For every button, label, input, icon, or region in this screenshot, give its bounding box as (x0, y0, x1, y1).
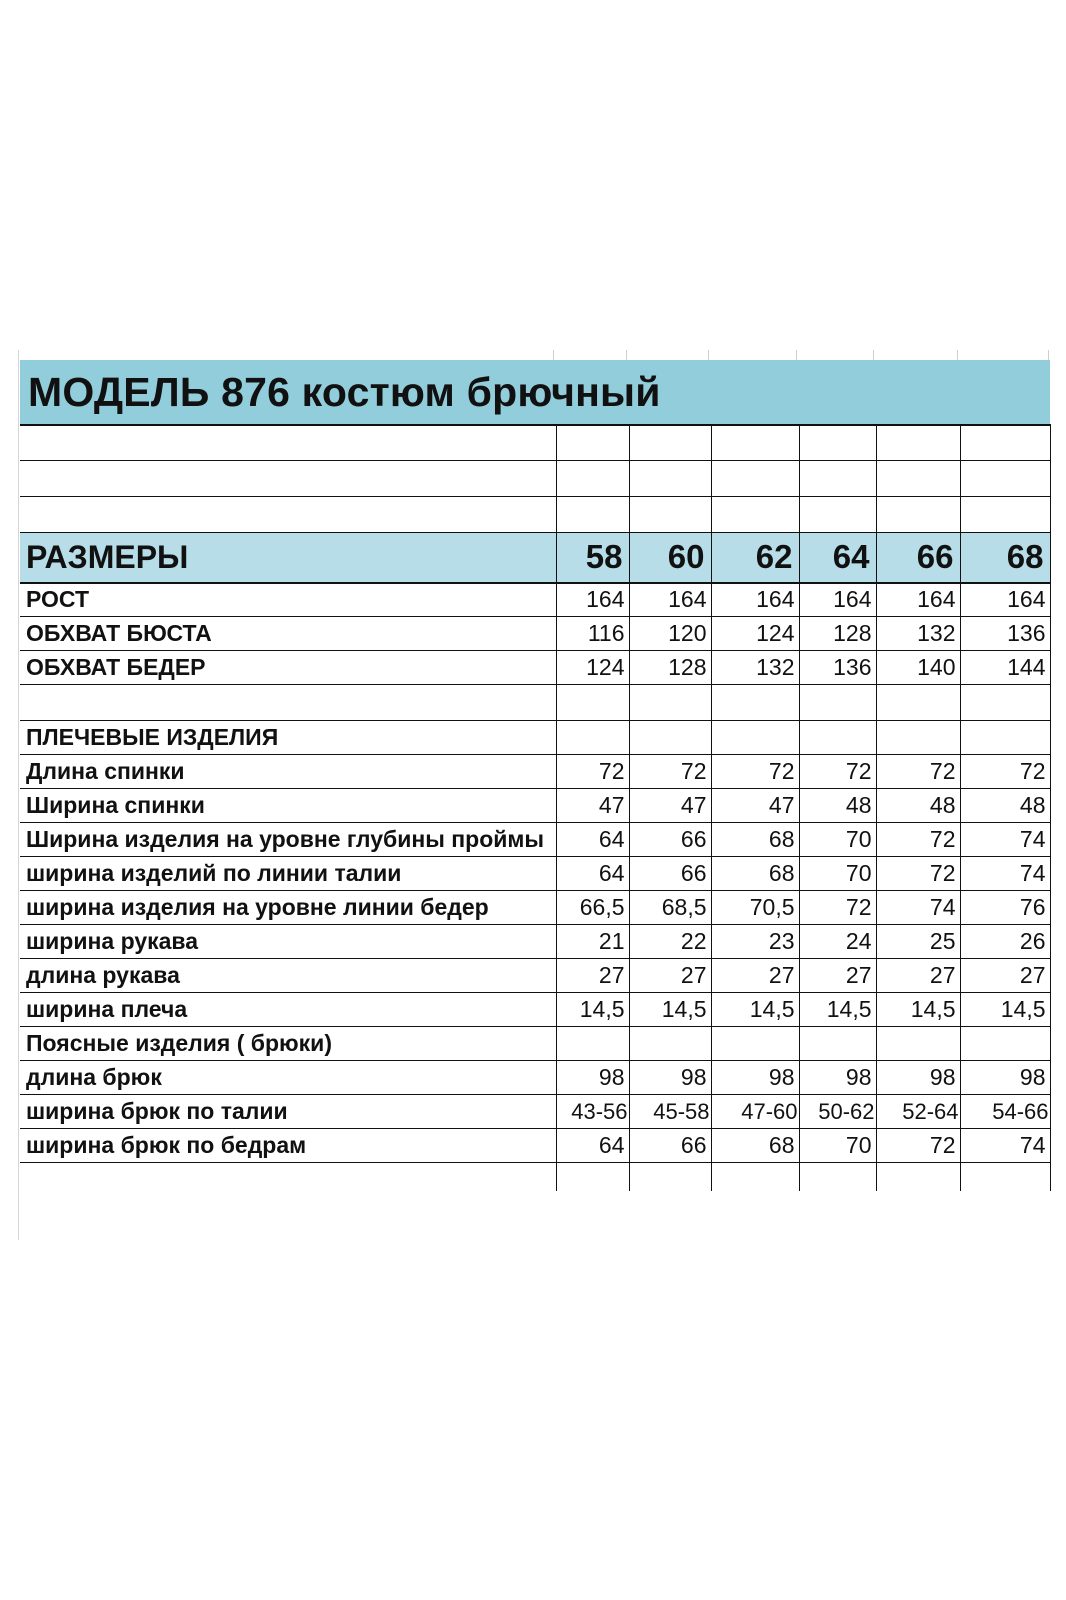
shoulder-item-row (20, 789, 1050, 823)
row-label-cell[interactable]: ширина изделия на уровне линии бедер (20, 891, 556, 925)
shoulder-item-row (20, 925, 1050, 959)
table-cell[interactable] (629, 685, 711, 721)
value-cell[interactable]: 136 (960, 617, 1050, 651)
value-cell[interactable]: 64 (556, 823, 629, 857)
value-cell[interactable]: 72 (629, 755, 711, 789)
table-cell[interactable] (876, 685, 960, 721)
value-cell[interactable]: 72 (876, 755, 960, 789)
value-cell[interactable]: 124 (711, 617, 799, 651)
shoulder-item-row (20, 891, 1050, 925)
value-cell[interactable]: 72 (876, 823, 960, 857)
value-cell[interactable]: 164 (876, 583, 960, 617)
value-cell[interactable]: 68 (711, 857, 799, 891)
table-cell[interactable] (960, 1027, 1050, 1061)
value-cell[interactable]: 164 (629, 583, 711, 617)
table-cell[interactable] (960, 685, 1050, 721)
value-cell[interactable]: 48 (960, 789, 1050, 823)
value-cell[interactable]: 164 (556, 583, 629, 617)
row-label-cell[interactable]: длина брюк (20, 1061, 556, 1095)
table-cell[interactable] (629, 461, 711, 497)
value-cell[interactable]: 14,5 (556, 993, 629, 1027)
value-cell[interactable]: 45-58 (629, 1095, 711, 1129)
table-cell[interactable] (799, 425, 876, 461)
table-cell[interactable] (960, 497, 1050, 533)
empty-row (20, 497, 1050, 533)
value-cell[interactable]: 14,5 (711, 993, 799, 1027)
value-cell[interactable]: 27 (799, 959, 876, 993)
value-cell[interactable]: 74 (876, 891, 960, 925)
value-cell[interactable]: 66,5 (556, 891, 629, 925)
value-cell[interactable]: 23 (711, 925, 799, 959)
value-cell[interactable]: 128 (799, 617, 876, 651)
size-table (20, 424, 1051, 1191)
value-cell[interactable]: 47 (556, 789, 629, 823)
value-cell[interactable]: 48 (799, 789, 876, 823)
value-cell[interactable]: 74 (960, 1129, 1050, 1163)
row-label-cell[interactable]: ширина плеча (20, 993, 556, 1027)
value-cell[interactable]: 27 (629, 959, 711, 993)
value-cell[interactable]: 72 (960, 755, 1050, 789)
value-cell[interactable]: 70 (799, 1129, 876, 1163)
value-cell[interactable]: 72 (876, 857, 960, 891)
value-cell[interactable]: 124 (556, 651, 629, 685)
table-cell[interactable] (876, 461, 960, 497)
value-cell[interactable]: 27 (876, 959, 960, 993)
table-cell[interactable] (876, 497, 960, 533)
waist-item-row (20, 1061, 1050, 1095)
value-cell[interactable]: 70 (799, 823, 876, 857)
value-cell[interactable]: 27 (960, 959, 1050, 993)
size-chart-sheet (20, 360, 1050, 1240)
value-cell[interactable]: 72 (711, 755, 799, 789)
row-label-cell[interactable]: ширина изделий по линии талии (20, 857, 556, 891)
size-header-cell[interactable]: 64 (799, 533, 876, 583)
table-cell[interactable] (629, 425, 711, 461)
table-cell[interactable] (556, 685, 629, 721)
value-cell[interactable]: 47 (711, 789, 799, 823)
body-measurement-row (20, 651, 1050, 685)
section-label-cell[interactable]: Поясные изделия ( брюки) (20, 1027, 556, 1061)
table-cell[interactable] (20, 425, 556, 461)
value-cell[interactable]: 128 (629, 651, 711, 685)
value-cell[interactable]: 54-66 (960, 1095, 1050, 1129)
empty-row (20, 425, 1050, 461)
waist-item-row (20, 1095, 1050, 1129)
value-cell[interactable]: 27 (711, 959, 799, 993)
table-cell[interactable] (556, 721, 629, 755)
value-cell[interactable]: 66 (629, 1129, 711, 1163)
value-cell[interactable]: 98 (960, 1061, 1050, 1095)
table-cell[interactable] (960, 721, 1050, 755)
table-cell[interactable] (20, 461, 556, 497)
row-label-cell[interactable]: Ширина спинки (20, 789, 556, 823)
table-cell[interactable] (556, 497, 629, 533)
table-cell[interactable] (799, 1027, 876, 1061)
value-cell[interactable]: 116 (556, 617, 629, 651)
value-cell[interactable]: 68 (711, 823, 799, 857)
row-label-cell[interactable]: ОБХВАТ БЕДЕР (20, 651, 556, 685)
value-cell[interactable]: 72 (799, 891, 876, 925)
row-label-cell[interactable]: ширина брюк по бедрам (20, 1129, 556, 1163)
value-cell[interactable]: 47-60 (711, 1095, 799, 1129)
value-cell[interactable]: 14,5 (799, 993, 876, 1027)
value-cell[interactable]: 164 (799, 583, 876, 617)
row-label-cell[interactable]: ширина рукава (20, 925, 556, 959)
table-cell[interactable] (799, 685, 876, 721)
value-cell[interactable]: 68 (711, 1129, 799, 1163)
row-label-cell[interactable]: РОСТ (20, 583, 556, 617)
value-cell[interactable]: 14,5 (629, 993, 711, 1027)
waist-section-row (20, 1027, 1050, 1061)
table-cell[interactable] (960, 1163, 1050, 1191)
shoulder-item-row (20, 993, 1050, 1027)
table-cell[interactable] (799, 497, 876, 533)
table-cell[interactable] (20, 1163, 556, 1191)
value-cell[interactable]: 50-62 (799, 1095, 876, 1129)
title-band (20, 360, 1050, 426)
size-table-body (20, 425, 1050, 1191)
empty-row (20, 1163, 1050, 1191)
value-cell[interactable]: 26 (960, 925, 1050, 959)
value-cell[interactable]: 22 (629, 925, 711, 959)
row-label-cell[interactable]: ОБХВАТ БЮСТА (20, 617, 556, 651)
value-cell[interactable]: 98 (556, 1061, 629, 1095)
table-cell[interactable] (711, 685, 799, 721)
table-cell[interactable] (556, 1163, 629, 1191)
value-cell[interactable]: 27 (556, 959, 629, 993)
row-label-cell[interactable]: ширина брюк по талии (20, 1095, 556, 1129)
value-cell[interactable]: 164 (960, 583, 1050, 617)
empty-row (20, 685, 1050, 721)
table-cell[interactable] (876, 1163, 960, 1191)
table-cell[interactable] (711, 461, 799, 497)
size-header-cell[interactable]: 60 (629, 533, 711, 583)
value-cell[interactable]: 66 (629, 857, 711, 891)
table-cell[interactable] (876, 1027, 960, 1061)
value-cell[interactable]: 24 (799, 925, 876, 959)
value-cell[interactable]: 48 (876, 789, 960, 823)
value-cell[interactable]: 98 (876, 1061, 960, 1095)
size-header-cell[interactable]: 68 (960, 533, 1050, 583)
value-cell[interactable]: 132 (876, 617, 960, 651)
value-cell[interactable]: 136 (799, 651, 876, 685)
table-cell[interactable] (556, 425, 629, 461)
value-cell[interactable]: 21 (556, 925, 629, 959)
page-title: МОДЕЛЬ 876 костюм брючный (28, 369, 661, 415)
table-cell[interactable] (20, 497, 556, 533)
section-label-cell[interactable]: ПЛЕЧЕВЫЕ ИЗДЕЛИЯ (20, 721, 556, 755)
value-cell[interactable]: 76 (960, 891, 1050, 925)
value-cell[interactable]: 144 (960, 651, 1050, 685)
table-cell[interactable] (20, 685, 556, 721)
value-cell[interactable]: 25 (876, 925, 960, 959)
waist-item-row (20, 1129, 1050, 1163)
table-cell[interactable] (629, 721, 711, 755)
value-cell[interactable]: 70,5 (711, 891, 799, 925)
table-cell[interactable] (799, 461, 876, 497)
size-header-cell[interactable]: 62 (711, 533, 799, 583)
value-cell[interactable]: 140 (876, 651, 960, 685)
table-cell[interactable] (556, 461, 629, 497)
value-cell[interactable]: 98 (799, 1061, 876, 1095)
table-cell[interactable] (711, 1163, 799, 1191)
body-measurement-row (20, 583, 1050, 617)
value-cell[interactable]: 64 (556, 1129, 629, 1163)
table-cell[interactable] (799, 721, 876, 755)
value-cell[interactable]: 52-64 (876, 1095, 960, 1129)
table-cell[interactable] (629, 1027, 711, 1061)
table-cell[interactable] (876, 721, 960, 755)
shoulder-item-row (20, 755, 1050, 789)
shoulder-item-row (20, 959, 1050, 993)
size-header-cell[interactable]: 66 (876, 533, 960, 583)
empty-row (20, 461, 1050, 497)
value-cell[interactable]: 98 (711, 1061, 799, 1095)
value-cell[interactable]: 120 (629, 617, 711, 651)
value-cell[interactable]: 98 (629, 1061, 711, 1095)
row-label-cell[interactable]: Длина спинки (20, 755, 556, 789)
size-header-cell[interactable]: 58 (556, 533, 629, 583)
sheet-left-gridline (18, 350, 19, 1240)
value-cell[interactable]: 14,5 (876, 993, 960, 1027)
table-cell[interactable] (711, 425, 799, 461)
value-cell[interactable]: 43-56 (556, 1095, 629, 1129)
shoulder-section-row (20, 721, 1050, 755)
value-cell[interactable]: 64 (556, 857, 629, 891)
value-cell[interactable]: 164 (711, 583, 799, 617)
table-cell[interactable] (629, 497, 711, 533)
value-cell[interactable]: 72 (556, 755, 629, 789)
value-cell[interactable]: 68,5 (629, 891, 711, 925)
table-cell[interactable] (556, 1027, 629, 1061)
value-cell[interactable]: 72 (799, 755, 876, 789)
value-cell[interactable]: 72 (876, 1129, 960, 1163)
value-cell[interactable]: 47 (629, 789, 711, 823)
value-cell[interactable]: 74 (960, 823, 1050, 857)
table-cell[interactable] (711, 721, 799, 755)
value-cell[interactable]: 74 (960, 857, 1050, 891)
row-label-cell[interactable]: длина рукава (20, 959, 556, 993)
value-cell[interactable]: 132 (711, 651, 799, 685)
row-label-cell[interactable]: Ширина изделия на уровне глубины проймы (20, 823, 556, 857)
table-cell[interactable] (629, 1163, 711, 1191)
sizes-header-row (20, 533, 1050, 583)
value-cell[interactable]: 66 (629, 823, 711, 857)
table-cell[interactable] (876, 425, 960, 461)
shoulder-item-row (20, 823, 1050, 857)
body-measurement-row (20, 617, 1050, 651)
table-cell[interactable] (799, 1163, 876, 1191)
table-cell[interactable] (711, 1027, 799, 1061)
value-cell[interactable]: 70 (799, 857, 876, 891)
shoulder-item-row (20, 857, 1050, 891)
table-cell[interactable] (711, 497, 799, 533)
sizes-header-label[interactable]: РАЗМЕРЫ (20, 533, 556, 583)
value-cell[interactable]: 14,5 (960, 993, 1050, 1027)
table-cell[interactable] (960, 461, 1050, 497)
table-cell[interactable] (960, 425, 1050, 461)
